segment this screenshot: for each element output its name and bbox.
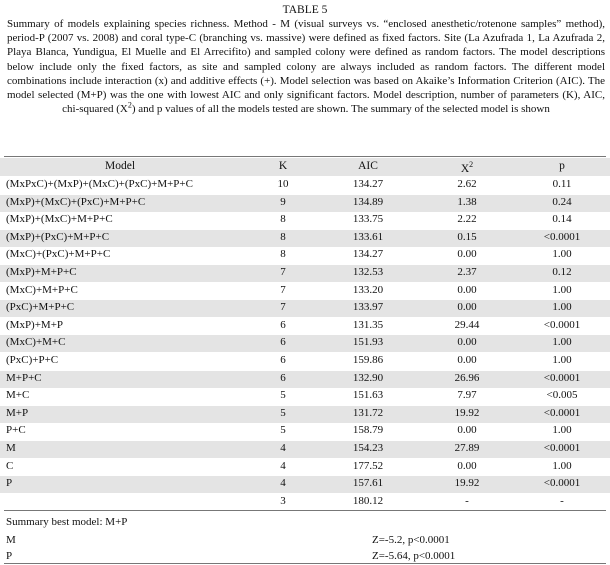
cell-model: C: [6, 459, 14, 472]
cell-k: 6: [280, 318, 286, 331]
cell-model: P+C: [6, 424, 26, 437]
cell-aic: 131.72: [352, 406, 384, 419]
table-row: [0, 441, 610, 458]
table-row: [0, 459, 610, 476]
cell-p: 0.24: [552, 195, 572, 208]
cell-model: (MxP)+(MxC)+(PxC)+M+P+C: [6, 195, 146, 208]
cell-k: 4: [280, 442, 286, 454]
cell-chi-squared: -: [465, 494, 469, 507]
header-model: Model: [104, 160, 136, 172]
cell-aic: 134.89: [352, 195, 384, 208]
summary-title: Summary best model: M+P: [6, 516, 128, 528]
cell-aic: 132.90: [352, 371, 384, 384]
summary-stat-m: Z=-5.2, p<0.0001: [372, 534, 450, 546]
table-row: [0, 230, 610, 247]
cell-p: 1.00: [552, 459, 572, 472]
summary-factor-m: M: [6, 534, 16, 546]
table-top-rule: [4, 156, 606, 157]
table-row: [0, 476, 610, 493]
cell-p: <0.0001: [543, 442, 581, 454]
cell-chi-squared: 0.00: [457, 459, 477, 472]
table-title: TABLE 5: [282, 4, 328, 16]
cell-model: (PxC)+M+P+C: [6, 301, 75, 314]
cell-k: 8: [280, 230, 286, 243]
cell-aic: 134.27: [352, 248, 384, 261]
table-row: [0, 195, 610, 212]
cell-model: M+P: [6, 406, 29, 419]
cell-k: 8: [280, 213, 286, 226]
table-row: [0, 388, 610, 405]
header-chi-squared: [432, 160, 502, 175]
cell-model: (MxP)+M+P+C: [6, 266, 77, 278]
table-row: [0, 353, 610, 370]
header-chi-base: X: [460, 162, 470, 175]
cell-model: (PxC)+P+C: [6, 354, 59, 366]
cell-aic: 151.93: [352, 336, 384, 349]
cell-aic: 157.61: [352, 477, 384, 490]
cell-chi-squared: 2.62: [457, 178, 477, 190]
table-row: [0, 283, 610, 300]
cell-chi-squared: 0.00: [457, 283, 477, 296]
cell-aic: 131.35: [352, 318, 384, 331]
cell-chi-squared: 0.00: [457, 424, 477, 437]
cell-model: (MxPxC)+(MxP)+(MxC)+(PxC)+M+P+C: [6, 178, 193, 190]
table-row: [0, 318, 610, 335]
cell-aic: 159.86: [352, 354, 384, 366]
cell-chi-squared: 2.22: [457, 213, 477, 226]
cell-model: M+P+C: [6, 371, 42, 384]
cell-p: 1.00: [552, 336, 572, 349]
cell-chi-squared: 0.00: [457, 248, 477, 261]
table-row: [0, 212, 610, 229]
cell-p: 1.00: [552, 283, 572, 296]
cell-chi-squared: 2.37: [457, 266, 477, 278]
cell-p: <0.0001: [543, 477, 581, 490]
table-bottom-rule: [4, 510, 606, 511]
summary-stat-p: Z=-5.64, p<0.0001: [372, 550, 456, 562]
caption-superscript: 2: [127, 100, 132, 110]
cell-model: (MxP)+M+P: [6, 318, 64, 331]
cell-aic: 133.75: [352, 213, 384, 226]
cell-chi-squared: 29.44: [454, 318, 480, 331]
cell-k: 7: [280, 301, 286, 314]
table-row: [0, 494, 610, 511]
cell-p: -: [560, 494, 564, 507]
cell-k: 10: [277, 178, 289, 190]
table-row: [0, 247, 610, 264]
cell-p: 1.00: [552, 424, 572, 437]
cell-aic: 154.23: [352, 442, 384, 454]
cell-k: 3: [280, 494, 286, 507]
cell-p: 0.12: [552, 266, 572, 278]
table-end-rule: [4, 563, 606, 564]
cell-aic: 133.61: [352, 230, 384, 243]
cell-k: 5: [280, 424, 286, 437]
cell-chi-squared: 0.00: [457, 336, 477, 349]
cell-model: M: [6, 442, 16, 454]
cell-k: 9: [280, 195, 286, 208]
caption-text-2: ) and p values of all the models tested are shown. The summary of the selected model is shown: [131, 103, 550, 116]
cell-chi-squared: 1.38: [457, 195, 477, 208]
summary-factor-p: P: [6, 550, 13, 562]
cell-chi-squared: 0.00: [457, 301, 477, 314]
cell-model: (MxC)+(PxC)+M+P+C: [6, 248, 111, 261]
cell-p: <0.0001: [543, 230, 581, 243]
cell-aic: 132.53: [352, 266, 384, 278]
cell-p: <0.0001: [543, 318, 581, 331]
cell-chi-squared: 19.92: [454, 477, 480, 490]
cell-k: 5: [280, 406, 286, 419]
cell-aic: 134.27: [352, 178, 384, 190]
cell-model: M+C: [6, 389, 30, 402]
table-caption: [7, 17, 605, 116]
cell-k: 7: [280, 266, 286, 278]
cell-chi-squared: 26.96: [454, 371, 480, 384]
header-k: K: [278, 160, 288, 172]
table-row: [0, 371, 610, 388]
cell-p: <0.0001: [543, 371, 581, 384]
cell-chi-squared: 0.15: [457, 230, 477, 243]
cell-model: (MxC)+M+C: [6, 336, 66, 349]
table-row: [0, 423, 610, 440]
table-row: [0, 265, 610, 282]
header-p: p: [559, 160, 565, 172]
cell-p: 0.14: [552, 213, 572, 226]
cell-p: 0.11: [552, 178, 572, 190]
cell-k: 6: [280, 336, 286, 349]
cell-aic: 133.97: [352, 301, 384, 314]
cell-k: 4: [280, 459, 286, 472]
cell-p: 1.00: [552, 248, 572, 261]
cell-model: (MxC)+M+P+C: [6, 283, 78, 296]
table-header: [0, 158, 610, 176]
cell-k: 6: [280, 354, 286, 366]
cell-chi-squared: 27.89: [454, 442, 480, 454]
cell-aic: 158.79: [352, 424, 384, 437]
table-row: [0, 406, 610, 423]
cell-aic: 133.20: [352, 283, 384, 296]
table-row: [0, 335, 610, 352]
cell-p: <0.005: [546, 389, 578, 402]
cell-chi-squared: 7.97: [457, 389, 477, 402]
cell-k: 6: [280, 371, 286, 384]
cell-p: <0.0001: [543, 406, 581, 419]
header-aic: AIC: [358, 160, 378, 172]
cell-k: 4: [280, 477, 286, 490]
cell-model: P: [6, 477, 13, 490]
table-row: [0, 300, 610, 317]
cell-aic: 180.12: [352, 494, 384, 507]
cell-model: (MxP)+(MxC)+M+P+C: [6, 213, 113, 226]
header-chi-sup: 2: [469, 160, 474, 169]
cell-model: (MxP)+(PxC)+M+P+C: [6, 230, 110, 243]
cell-k: 7: [280, 283, 286, 296]
cell-p: 1.00: [552, 301, 572, 314]
cell-k: 5: [280, 389, 286, 402]
cell-aic: 177.52: [352, 459, 384, 472]
cell-aic: 151.63: [352, 389, 384, 402]
cell-chi-squared: 0.00: [457, 354, 477, 366]
cell-k: 8: [280, 248, 286, 261]
cell-chi-squared: 19.92: [454, 406, 480, 419]
cell-p: 1.00: [552, 354, 572, 366]
table-row: [0, 177, 610, 194]
caption-text-1: Summary of models explaining species richness. Method - M (visual surveys vs. “enclosed anesthetic/rotenone samples” method), period-P (2007 vs. 2008) and coral type-C (branching vs. massive) were defined as fixed factors. Site (La Azufrada 1, La Azufrada 2, Playa Blanca, Yundigua, El Muelle and El Arrecifito) and sampled colony were defined as random factors. The model descriptions below include only the fixed factors, as site and sampled colony are always included as random factors. The different model combinations include interaction (x) and additive effects (+). Model selection was based on Akaike’s Information Criterion (AIC). The model selected (M+P) was the one with lowest AIC and only significant factors. Model description, number of parameters (K), AIC, chi-squared (X: [7, 18, 605, 116]
